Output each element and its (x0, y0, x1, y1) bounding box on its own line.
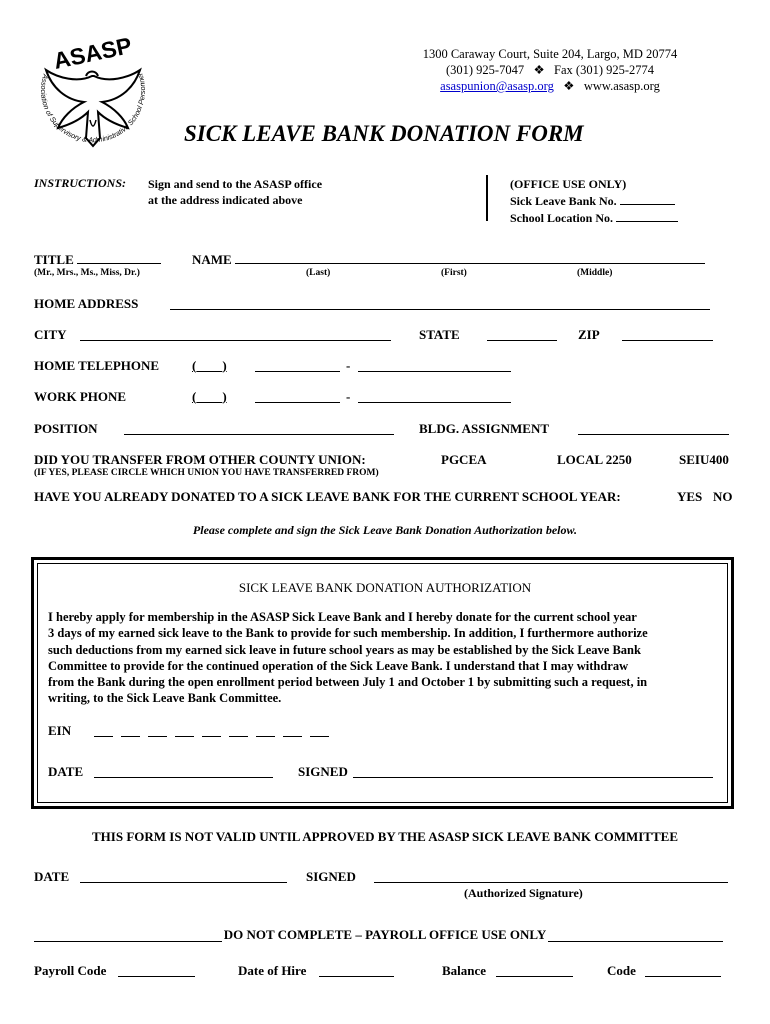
email-link[interactable]: asaspunion@asasp.org (440, 79, 554, 93)
city-label: CITY (34, 327, 67, 342)
zip-field[interactable] (622, 328, 713, 341)
city-field[interactable] (80, 328, 391, 341)
authorization-line: writing, to the Sick Leave Bank Committee. (48, 691, 282, 706)
auth-date-field[interactable] (94, 765, 273, 778)
ein-label: EIN (48, 723, 72, 738)
payroll-code-label: Payroll Code (34, 963, 107, 978)
date-of-hire-label: Date of Hire (238, 963, 307, 978)
state-field[interactable] (487, 328, 557, 341)
code-label: Code (607, 963, 636, 978)
office-use-divider (486, 175, 488, 221)
union-option-pgcea[interactable]: PGCEA (441, 452, 487, 467)
logo-text: ASASP (51, 32, 135, 74)
name-first-hint: (First) (441, 268, 467, 278)
home-area-code-field[interactable]: ( ) (192, 358, 227, 373)
validity-note: THIS FORM IS NOT VALID UNTIL APPROVED BY THE ASASP SICK LEAVE BANK COMMITTEE (92, 829, 678, 844)
svg-text:Association of Supervisory & A (39, 72, 147, 144)
eagle-logo-icon (28, 28, 158, 163)
authorization-line: from the Bank during the open enrollment period between July 1 and October 1 by submitting such a request, in (48, 675, 648, 690)
work-phone-dash: - (346, 389, 351, 404)
title-label: TITLE (34, 252, 74, 267)
home-phone-dash: - (346, 358, 351, 373)
transfer-hint: (IF YES, PLEASE CIRCLE WHICH UNION YOU HAVE TRANSFERRED FROM) (34, 468, 379, 478)
work-phone-label: WORK PHONE (34, 389, 127, 404)
position-label: POSITION (34, 421, 98, 436)
bullet-icon: ❖ (533, 63, 545, 77)
work-phone-prefix-field[interactable] (255, 390, 340, 403)
approval-signed-label: SIGNED (306, 869, 356, 884)
authorization-heading: SICK LEAVE BANK DONATION AUTHORIZATION (238, 580, 532, 595)
name-field[interactable] (235, 251, 705, 264)
home-telephone-label: HOME TELEPHONE (34, 358, 160, 373)
auth-date-label: DATE (48, 764, 84, 779)
union-option-seiu400[interactable]: SEIU400 (679, 452, 729, 467)
title-field[interactable] (77, 251, 161, 264)
fax-number: Fax (301) 925-2774 (554, 63, 655, 77)
authorization-line: such deductions from my earned sick leave in future school years as may be established by the Sick Leave Bank (48, 642, 641, 657)
complete-note: Please complete and sign the Sick Leave Bank Donation Authorization below. (192, 523, 578, 537)
home-phone-line-field[interactable] (358, 359, 511, 372)
approval-date-field[interactable] (80, 870, 287, 883)
state-label: STATE (419, 327, 460, 342)
donated-no-option[interactable]: NO (713, 489, 733, 504)
approval-date-label: DATE (34, 869, 70, 884)
donated-yes-option[interactable]: YES (677, 489, 703, 504)
office-use-heading: (OFFICE USE ONLY) (510, 177, 627, 191)
work-area-code-field[interactable]: ( ) (192, 389, 227, 404)
instructions-line1: Sign and send to the ASASP office (148, 177, 323, 191)
address-line: 1300 Caraway Court, Suite 204, Largo, MD 20774 (422, 47, 678, 61)
authorization-line: 3 days of my earned sick leave to the Bank to provide for such membership. In addition, I furthermore authorize (48, 626, 648, 641)
ein-field[interactable] (94, 724, 337, 742)
bullet-icon: ❖ (563, 79, 575, 93)
website-text: www.asasp.org (583, 79, 660, 93)
position-field[interactable] (124, 422, 394, 435)
bank-no-field[interactable] (620, 192, 675, 205)
work-phone-line-field[interactable] (358, 390, 511, 403)
payroll-heading: DO NOT COMPLETE – PAYROLL OFFICE USE ONLY (223, 927, 547, 942)
authorized-signature-hint: (Authorized Signature) (464, 886, 583, 900)
name-label: NAME (192, 252, 232, 267)
payroll-code-field[interactable] (118, 964, 195, 977)
form-title: SICK LEAVE BANK DONATION FORM (184, 121, 584, 146)
authorization-line: Committee to provide for the continued operation of the Sick Leave Bank. I understand that I may withdraw (48, 658, 629, 673)
auth-signed-label: SIGNED (298, 764, 348, 779)
address-block (390, 46, 710, 94)
name-middle-hint: (Middle) (577, 268, 613, 278)
bank-no-label: Sick Leave Bank No. (510, 194, 617, 208)
authorization-text (48, 609, 728, 707)
union-option-local-2250[interactable]: LOCAL 2250 (557, 452, 632, 467)
instructions-line2: at the address indicated above (148, 193, 303, 207)
code-field[interactable] (645, 964, 721, 977)
balance-label: Balance (442, 963, 487, 978)
asasp-logo (28, 28, 158, 163)
authorization-line: I hereby apply for membership in the ASASP Sick Leave Bank and I hereby donate for the current school year (48, 610, 637, 624)
balance-field[interactable] (496, 964, 573, 977)
name-last-hint: (Last) (306, 268, 331, 278)
zip-label: ZIP (578, 327, 600, 342)
home-phone-prefix-field[interactable] (255, 359, 340, 372)
bldg-assignment-field[interactable] (578, 422, 729, 435)
phone-number: (301) 925-7047 (445, 63, 525, 77)
home-address-label: HOME ADDRESS (34, 296, 139, 311)
auth-signature-field[interactable] (353, 765, 713, 778)
logo-ring-text: Association of Supervisory & Administrative School Personnel (38, 72, 148, 145)
title-hint: (Mr., Mrs., Ms., Miss, Dr.) (34, 268, 140, 278)
date-of-hire-field[interactable] (319, 964, 394, 977)
office-use-block (510, 176, 678, 226)
home-address-field[interactable] (170, 297, 710, 310)
location-no-label: School Location No. (510, 211, 614, 225)
bldg-assignment-label: BLDG. ASSIGNMENT (419, 421, 550, 436)
donated-question: HAVE YOU ALREADY DONATED TO A SICK LEAVE BANK FOR THE CURRENT SCHOOL YEAR: (34, 489, 621, 504)
transfer-question: DID YOU TRANSFER FROM OTHER COUNTY UNION: (34, 452, 366, 467)
approval-signature-field[interactable] (374, 870, 728, 883)
instructions-label: INSTRUCTIONS: (34, 176, 127, 190)
location-no-field[interactable] (616, 209, 678, 222)
